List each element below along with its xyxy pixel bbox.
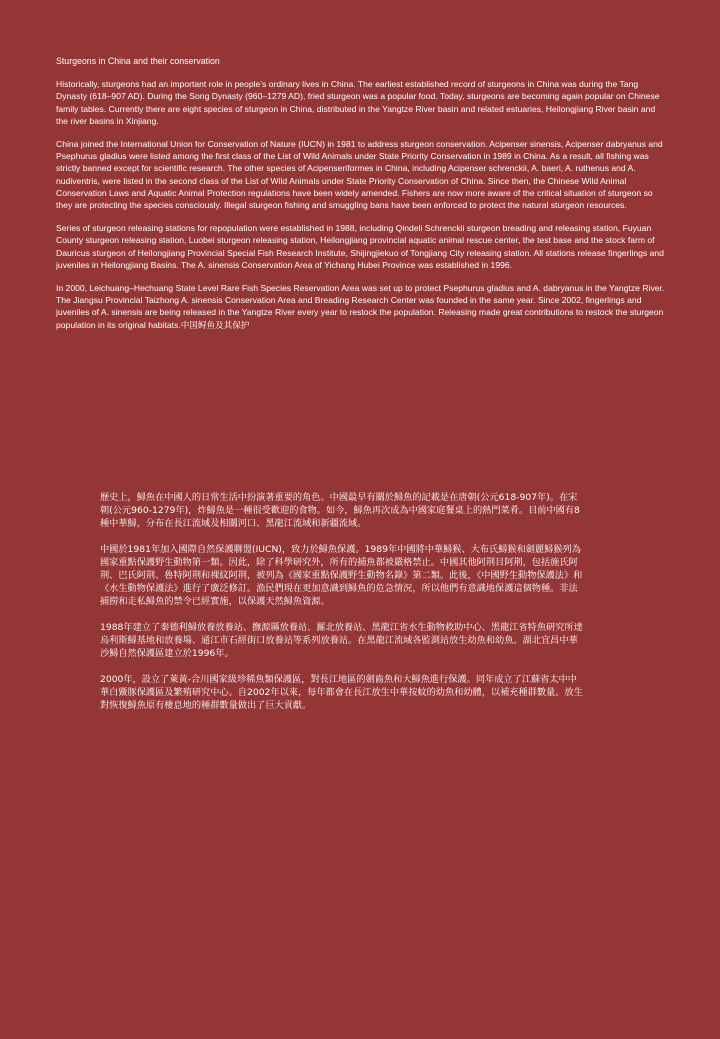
english-paragraph-4-text: In 2000, Leichuang–Hechuang State Level Rare Fish Species Reservation Area was set up to protect Psephurus gladius and A. dabryanus in the Yangtze River. The Jiangsu Provincial Taizhong A. sinensis Conservation Area and Breading Research Center was founded in the same year. Since 2002, fingerlings and juveniles of A. sinensis are being released in the Yangtze River every year to restock the population. Releasing made great contributions to restock the sturgeon population in its original habitats. (56, 283, 665, 330)
english-paragraph-3: Series of sturgeon releasing stations for repopulation were established in 1988, including Qindeli Schrenckii sturgeon breading and releasing station, Fuyuan County sturgeon releasing station, Luobei sturgeon releasing station, Heilongjiang provincial aquatic animal rescue center, the test base and the stock farm of Dauricus sturgeon of Heilongjiang Provincial Special Fish Research Institute, Shijingjiekuo of Tongjiang City releasing station. All stations release fingerlings and juveniles in Heilongjiang Basins. The A. sinensis Conservation Area of Yichang Hubei Province was established in 1996. (56, 223, 664, 270)
english-text-block (56, 55, 666, 343)
english-paragraph-1: Historically, sturgeons had an important role in people’s ordinary lives in China. The earliest established record of sturgeons in China was during the Tang Dynasty (618–907 AD). During the Song Dynasty (960–1279 AD), fried sturgeon was a popular food. Today, sturgeons are becoming again popular on Chinese family tables. Currently there are eight species of sturgeon in China, distributed in the Yangtze River basin and related estuaries, Heilongjiang River basin and the river basins in Xinjiang. (56, 79, 660, 126)
english-paragraph-4 (56, 282, 666, 332)
chinese-paragraph-3: 1988年建立了秦德利鱘放養放養站、撫源縣放養站、羅北放養站、黑龍江省水生動物救助中心、黑龍江省特魚研究所達烏利斯鱘基地和放養場、通江市石經街口放養站等系列放養站。在黑龍江流域各監測站放生幼魚和幼魚。湖北宜昌中華沙鱘自然保護區建立於1996年。 (100, 622, 583, 659)
english-paragraph-2: China joined the International Union for Conservation of Nature (IUCN) in 1981 to address sturgeon conservation. Acipenser sinensis, Acipenser dabryanus and Psephurus gladius were listed among the first class of the List of Wild Animals under State Priority Conservation in 1989 in China. As a result, all fishing was strictly banned except for scientific research. The other species of Acipenseriformes in China, including Acipenser schrenckii, A. baeri, A. ruthenus and A. nudiventris, were listed in the second class of the List of Wild Animals under State Priority Conservation of China. Since then, the Chinese Wild Animal Conservation Laws and Aquatic Animal Protection regulations have been widely amended. Fishers are now more aware of the critical situation of sturgeon so they are protecting the species consciously. Illegal sturgeon fishing and smuggling bans have been enforced to protect the natural sturgeon resources. (56, 139, 663, 211)
chinese-paragraph-1: 歷史上，鱘魚在中國人的日常生活中扮演著重要的角色。中國最早有關於鱘魚的記載是在唐朝(公元618-907年)。在宋朝(公元960-1279年)，炸鱘魚是一種很受歡迎的食物。如今，鱘魚再次成為中國家庭餐桌上的熱門菜肴。目前中國有8種中華鱘，分布在長江流域及相關河口、黑龍江流域和新疆流域。 (100, 492, 580, 529)
chinese-text-block (100, 491, 584, 725)
chinese-title: 中国鲟鱼及其保护 (180, 320, 250, 331)
english-title: Sturgeons in China and their conservation (56, 56, 220, 66)
chinese-paragraph-4: 2000年，設立了萊黃-合川國家級珍稀魚類保護區，對長江地區的劍齒魚和大鱘魚進行保護。同年成立了江蘇省太中中華白鱀豚保護區及繁殖研究中心。自2002年以來，每年都會在長江放生中華按蚊的幼魚和幼體，以補充種群數量。放生對恢復鱘魚原有棲息地的種群數量做出了巨大貢獻。 (100, 674, 583, 711)
chinese-paragraph-2: 中國於1981年加入國際自然保護聯盟(IUCN)，致力於鱘魚保護。1989年中國將中華鱘猴、大布氏鱘猴和劍麗鱘猴列為國家重點保護野生動物第一類。因此，除了科學研究外，所有的捕魚都被嚴格禁止。中國其他阿荆目阿荆，包括施氏阿荆、巴氏阿荆、魯特阿荆和裸紋阿荆，被列為《國家重點保護野生動物名錄》第二類。此後，《中國野生動物保護法》和《水生動物保護法》進行了廣泛修訂。漁民們現在更加意識到鱘魚的危急情況，所以他們有意識地保護這個物種。非法捕撈和走私鱘魚的禁令已經實施，以保護天然鱘魚資源。 (100, 544, 583, 607)
